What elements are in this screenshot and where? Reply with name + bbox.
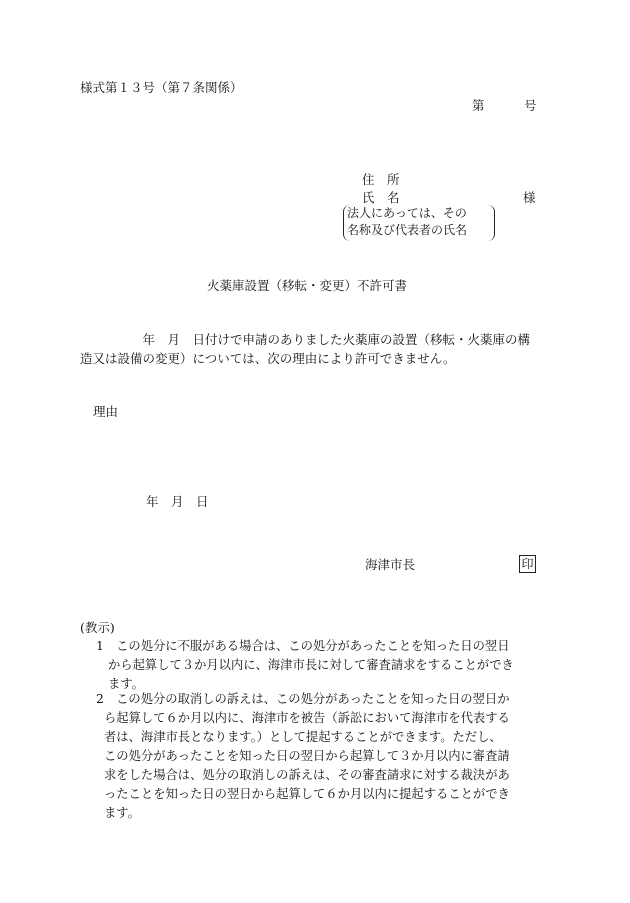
notice-line: ます。 [104,806,140,820]
body-line: 造又は設備の変更）については、次の理由により許可できません。 [80,351,456,366]
document-number-suffix: 号 [524,98,537,113]
notice-line: 者は、海津市長となります。）として提起することができます。ただし、 [104,730,502,744]
form-number: 様式第１３号（第７条関係） [80,80,243,95]
body-line: 年 月 日付けで申請のありました火薬庫の設置（移転・火薬庫の構 [80,332,531,347]
date-line: 年 月 日 [146,494,209,509]
notice-label: (教示) [80,620,115,635]
reason-label: 理由 [93,404,119,419]
notice-line: ます。 [108,677,144,691]
document-title: 火薬庫設置（移転・変更）不許可書 [207,278,408,293]
notice-line: から起算して３か月以内に、海津市長に対して審査請求をすることができ [108,658,514,672]
address-label: 住 所 [362,172,400,187]
notice-line: 求をした場合は、処分の取消しの訴えは、その審査請求に対する裁決があ [104,768,510,782]
notice-line: 2 この処分の取消しの訴えは、この処分があったことを知った日の翌日か [96,692,510,706]
honorific-sama: 様 [523,190,536,205]
notice-line: ら起算して６か月以内に、海津市を被告（訴訟において海津市を代表する [104,711,510,725]
issuer-mayor: 海津市長 [365,557,416,572]
corporation-note-line: 法人にあっては、その [347,206,467,220]
document-number-prefix: 第 [472,98,485,113]
corporation-note-line: 名称及び代表者の氏名 [347,223,468,237]
notice-line: この処分があったことを知った日の翌日から起算して３か月以内に審査請 [104,749,510,763]
seal-stamp: 印 [519,555,536,573]
notice-item [96,637,514,694]
notice-line: 1 この処分に不服がある場合は、この処分があったことを知った日の翌日 [96,639,510,653]
name-label: 氏 名 [362,190,400,205]
corporation-note [343,205,495,241]
body-paragraph [80,330,550,368]
notice-line: ったことを知った日の翌日から起算して６か月以内に提起することができ [104,787,510,801]
notice-item [96,690,510,823]
